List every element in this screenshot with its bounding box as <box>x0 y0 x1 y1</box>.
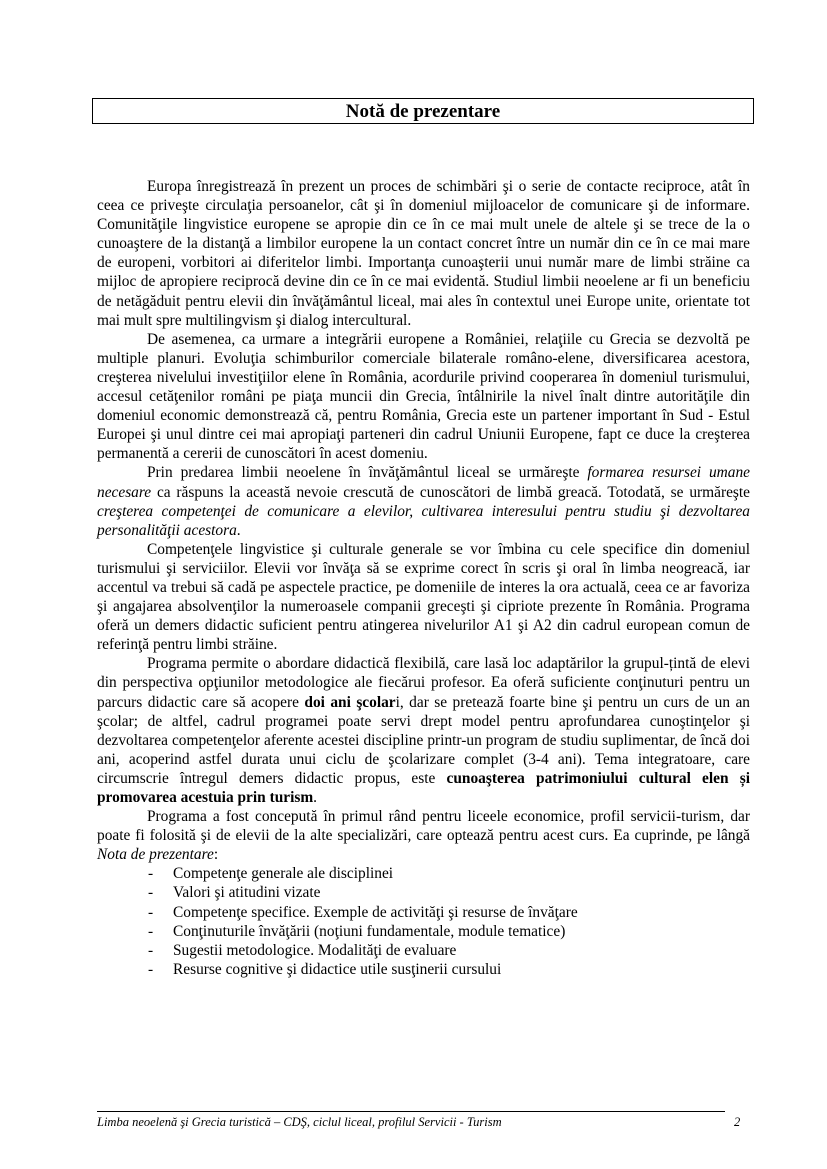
paragraph <box>97 540 750 655</box>
list-item-text: Valori şi atitudini vizate <box>173 884 321 902</box>
list-item-text: Conţinuturile învăţării (noţiuni fundamentale, module tematice) <box>173 922 566 940</box>
footer-rule <box>97 1111 725 1112</box>
footer-text: Limba neoelenă şi Grecia turistică – CDŞ, ciclul liceal, profilul Servicii - Turism <box>97 1115 502 1129</box>
paragraphs <box>97 177 750 864</box>
page-number: 2 <box>734 1115 741 1129</box>
italic-text: formarea resursei umane necesare <box>97 464 750 501</box>
document-title-box <box>92 98 754 124</box>
text-run: Europa înregistrează în prezent un proces de schimbări şi o serie de contacte reciproce, atât în ceea ce priveşte circulaţia persoanelor, cât şi în domeniul mijloacelor de comunicare şi de informare. Comunităţile lingvistice europene se apropie din ce în ce mai mult unele de altele şi se trece de la o cunoaştere de la distanţă a limbilor europene la un contact concret între un număr din ce în ce mai mare de europeni, vorbitori ai diferitelor limbi. Importanţa cunoaşterii unui număr mare de limbi străine ca mijloc de apropiere reciprocă devine din ce în ce mai evidentă. Studiul limbii neoelene ar fi un beneficiu de netăgăduit pentru elevii din învăţământul liceal, mai ales în contextul unei Europe unite, orientate tot mai mult spre multilingvism şi dialog intercultural. <box>97 178 750 329</box>
list-item-text: Competenţe specifice. Exemple de activităţi şi resurse de învăţare <box>173 903 578 921</box>
list-item-text: Competenţe generale ale disciplinei <box>173 865 394 883</box>
text-run: . <box>313 789 318 806</box>
text-run: . <box>236 521 241 539</box>
text-run: Competenţele lingvistice şi culturale generale se vor îmbina cu cele specifice din domeniul turismului şi serviciilor. Elevii vor învăţa să se exprime corect în scris şi oral în limba neogreacă, iar accentul va trebui să cadă pe aspectele practice, pe domeniile de interes la ora actuală, ceea ce ar favoriza şi angajarea absolvenţilor la numeroasele companii greceşti şi cipriote prezente în România. Programa oferă un demers didactic suficient pentru atingerea nivelurilor A1 şi A2 din cadrul european comun de referinţă pentru limbi străine. <box>97 540 750 654</box>
list-item <box>97 960 750 979</box>
text-run: i, dar se pretează foarte bine şi pentru un curs de un an şcolar; de altfel, cadrul programei poate servi drept model pentru aprofundarea cunoştinţelor şi dezvoltarea competenţelor aferente acestei discipline printr-un program de studiu suplimentar, de încă doi ani, acoperind astfel durata unui ciclu de şcolarizare complet (3-4 ani). Tema integratoare, care circumscrie întregul demers didactic propus, este <box>97 693 750 787</box>
list-dash: - <box>148 903 154 921</box>
italic-text: creşterea competenţei de comunicare a elevilor, cultivarea interesului pentru studiu şi dezvoltarea personalităţii acestora <box>97 502 750 539</box>
italic-text: Nota de prezentare <box>97 846 214 864</box>
paragraph <box>97 330 750 464</box>
text-run: De asemenea, ca urmare a integrării europene a României, relaţiile cu Grecia se dezvoltă pe multiple planuri. Evoluţia schimburilor comerciale bilaterale româno-elene, diversificarea acestora, creşterea nivelului investiţiilor elene în România, acordurile privind cooperarea în domeniul turismului, accesul cetăţenilor români pe piaţa muncii din Grecia, întâlnirile la nivel înalt dintre autorităţile din domeniul economic demonstrează că, pentru România, Grecia este un partener important în Sud - Estul Europei şi unul dintre cei mai apropiaţi parteneri din cadrul Uniunii Europene, fapt ce duce la creşterea permanentă a cererii de cunoscători în acest domeniu. <box>97 330 750 463</box>
document-body <box>97 177 750 979</box>
list-item <box>97 941 750 960</box>
text-run: Programa a fost concepută în primul rând pentru liceele economice, profil servicii-turism, dar poate fi folosită şi de elevii de la alte specializări, care optează pentru acest curs. Ea cuprinde, pe lângă <box>97 808 750 845</box>
list-dash: - <box>148 884 154 902</box>
text-run: Programa permite o abordare didactică flexibilă, care lasă loc adaptărilor la grupul-țintă de elevi din perspectiva opţiunilor metodologice ale fiecărui profesor. Ea oferă suficiente conţinuturi pentru un parcurs didactic care să acopere <box>97 655 750 711</box>
paragraph <box>97 177 750 330</box>
list-dash: - <box>148 865 154 883</box>
paragraph <box>97 807 750 864</box>
paragraph <box>97 654 750 807</box>
list-item <box>97 903 750 922</box>
list-item <box>97 922 750 941</box>
paragraph <box>97 463 750 539</box>
text-run: : <box>213 846 219 864</box>
list-item <box>97 864 750 883</box>
bold-text: doi ani şcolar <box>304 693 396 711</box>
list-item <box>97 883 750 902</box>
list-item-text: Resurse cognitive şi didactice utile susţinerii cursului <box>173 960 502 978</box>
contents-list <box>97 864 750 979</box>
bold-text: cunoaşterea patrimoniului cultural elen și promovarea acestuia prin turism <box>97 769 750 806</box>
list-dash: - <box>148 960 154 978</box>
text-run: ca răspuns la această nevoie crescută de cunoscători de limbă greacă. Totodată, se urmăreşte <box>151 483 750 501</box>
list-dash: - <box>148 941 154 959</box>
list-dash: - <box>148 922 154 940</box>
document-title: Notă de prezentare <box>345 101 501 122</box>
list-item-text: Sugestii metodologice. Modalităţi de evaluare <box>173 941 457 959</box>
text-run: Prin predarea limbii neoelene în învăţământul liceal se urmăreşte <box>147 464 588 482</box>
